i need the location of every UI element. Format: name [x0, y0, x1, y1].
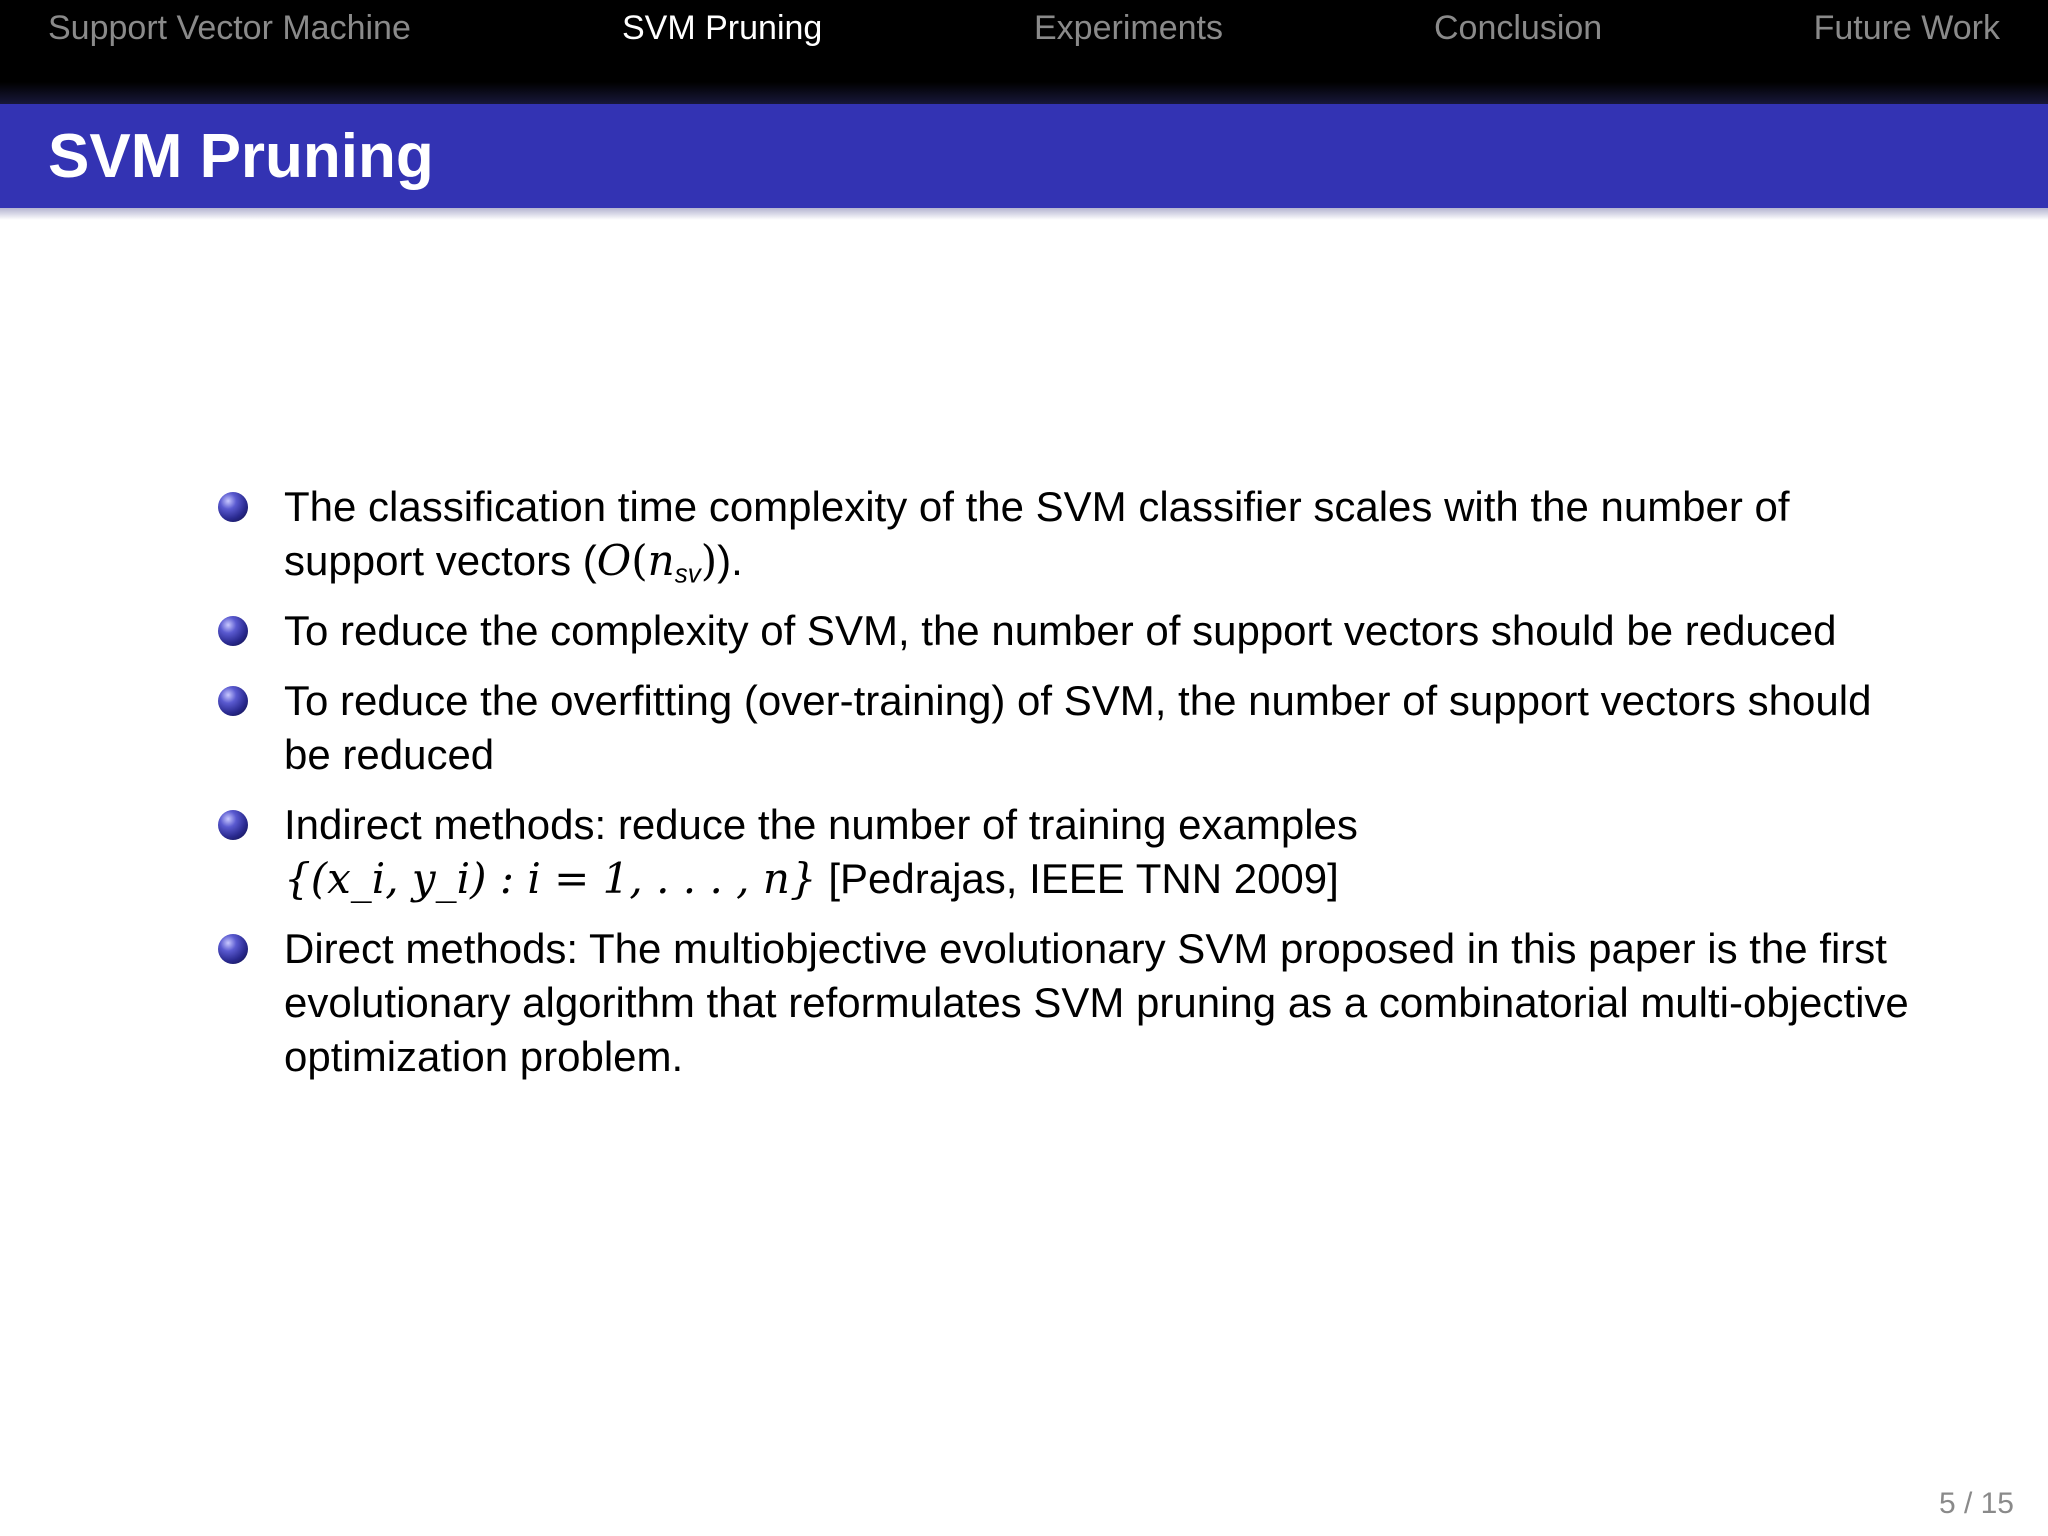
- training-set-formula: {(x_i, y_i) : i = 1, . . . , n}: [284, 854, 817, 903]
- math-paren-open: (: [631, 536, 648, 585]
- bullet-text: To reduce the overfitting (over-training) of SVM, the number of support vectors should be reduced: [284, 677, 1872, 778]
- math-variable-n: n: [647, 536, 675, 585]
- bullet-item: [216, 922, 1916, 1084]
- bullet-text: The classification time complexity of the SVM classifier scales with the number of support vectors (: [284, 483, 1790, 584]
- bullet-sphere-icon: [218, 686, 248, 716]
- math-paren-close: ): [700, 536, 718, 585]
- math-subscript-sv: sv: [674, 558, 701, 589]
- bullet-item: [216, 798, 1916, 906]
- bullet-sphere-icon: [218, 616, 248, 646]
- bullet-text: To reduce the complexity of SVM, the number of support vectors should be reduced: [284, 607, 1837, 654]
- nav-section-support-vector-machine[interactable]: Support Vector Machine: [48, 9, 411, 47]
- slide-title-bar: [0, 104, 2048, 208]
- nav-section-conclusion[interactable]: Conclusion: [1434, 9, 1603, 47]
- bullet-item: [216, 480, 1916, 588]
- bullet-item: [216, 674, 1916, 782]
- citation: [Pedrajas, IEEE TNN 2009]: [828, 855, 1339, 902]
- section-navigation-bar: [0, 0, 2048, 104]
- bullet-sphere-icon: [218, 810, 248, 840]
- slide-title: SVM Pruning: [48, 122, 434, 191]
- nav-section-future-work[interactable]: Future Work: [1813, 9, 2000, 47]
- math-big-o: O: [596, 536, 632, 585]
- bullet-sphere-icon: [218, 492, 248, 522]
- nav-section-experiments[interactable]: Experiments: [1034, 9, 1223, 47]
- nav-section-svm-pruning[interactable]: SVM Pruning: [622, 9, 823, 47]
- page-number: 5 / 15: [1938, 1487, 2014, 1520]
- bullet-sphere-icon: [218, 934, 248, 964]
- bullet-text-suffix: ).: [717, 537, 743, 584]
- bullet-text: Indirect methods: reduce the number of training examples: [284, 801, 1358, 848]
- bullet-text: Direct methods: The multiobjective evolutionary SVM proposed in this paper is the first evolutionary algorithm that reformulates SVM pruning as a combinatorial multi-objective optimization problem.: [284, 925, 1909, 1080]
- bullet-list: [216, 480, 1916, 1100]
- title-bar-shadow: [0, 208, 2048, 220]
- bullet-item: [216, 604, 1916, 658]
